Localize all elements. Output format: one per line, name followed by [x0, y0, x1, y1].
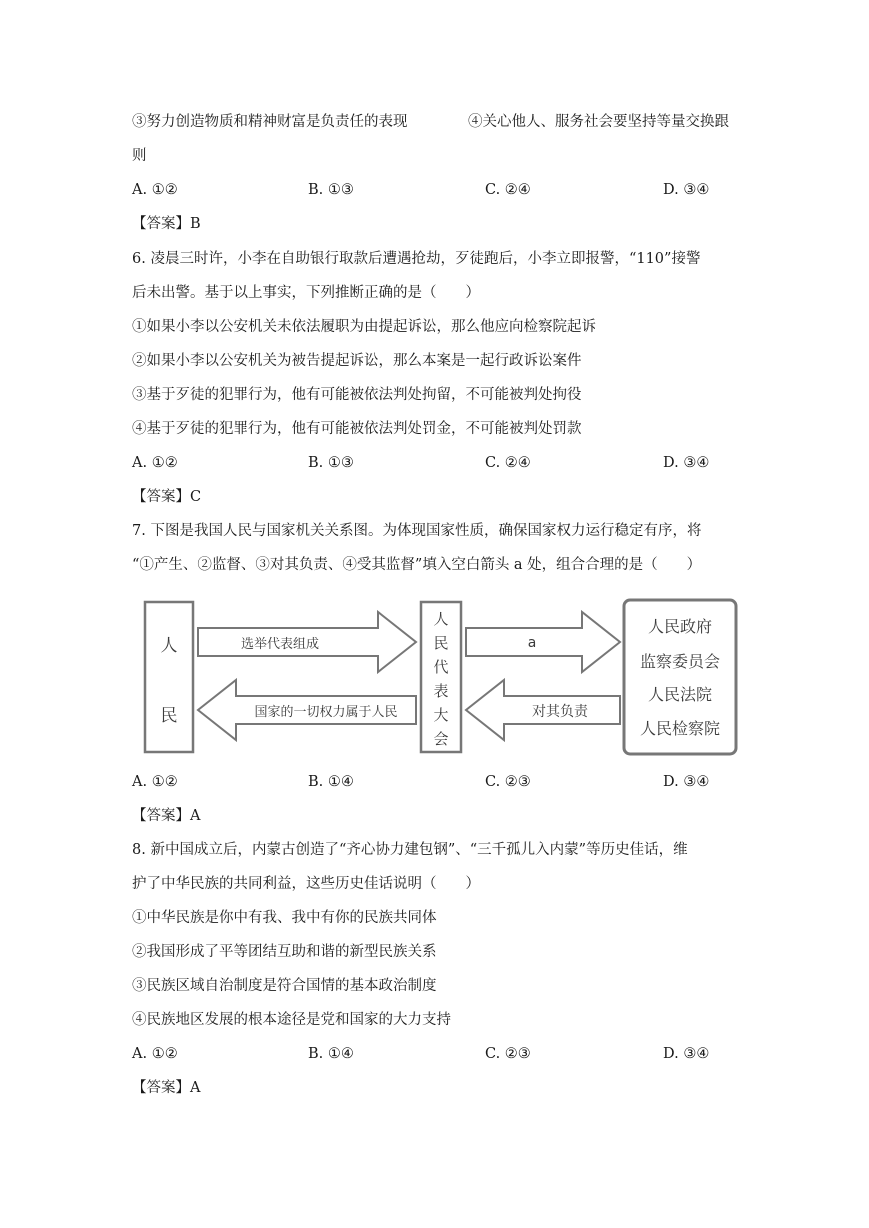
- q5-option-c: C. ②④: [485, 182, 531, 198]
- congress-label-char-4: 表: [433, 682, 449, 700]
- congress-label-char-6: 会: [433, 730, 449, 748]
- q6-option-d: D. ③④: [663, 455, 710, 471]
- congress-label-char-3: 代: [433, 658, 449, 676]
- q8-statement-1: ①中华民族是你中有我、我中有你的民族共同体: [132, 910, 437, 926]
- organ-procuratorate: 人民检察院: [639, 719, 721, 738]
- q6-statement-4: ④基于歹徒的犯罪行为，他有可能被依法判处罚金，不可能被判处罚款: [132, 421, 582, 437]
- q6-statement-2: ②如果小李以公安机关为被告提起诉讼，那么本案是一起行政诉讼案件: [132, 353, 582, 369]
- q6-statement-3: ③基于歹徒的犯罪行为，他有可能被依法判处拘留，不可能被判处拘役: [132, 387, 582, 403]
- q8-option-c: C. ②③: [485, 1046, 531, 1062]
- q6-option-b: B. ①③: [308, 455, 354, 471]
- q5-option-b: B. ①③: [308, 182, 354, 198]
- organ-supervision-commission: 监察委员会: [639, 652, 721, 671]
- q8-statement-2: ②我国形成了平等团结互助和谐的新型民族关系: [132, 944, 437, 960]
- q6-option-c: C. ②④: [485, 455, 531, 471]
- q7-answer: 【答案】A: [132, 808, 201, 824]
- arrow-a-label: a: [527, 635, 537, 651]
- q5-answer: 【答案】B: [132, 216, 201, 232]
- q8-option-d: D. ③④: [663, 1046, 710, 1062]
- q6-stem-line-1: 6. 凌晨三时许，小李在自助银行取款后遭遇抢劫，歹徒跑后，小李立即报警，“110”接警: [132, 251, 701, 267]
- people-box: [145, 602, 193, 752]
- q6-answer: 【答案】C: [132, 489, 202, 505]
- q8-option-a: A. ①②: [132, 1046, 178, 1062]
- q5-option-d: D. ③④: [663, 182, 710, 198]
- q5-statement-3: ③努力创造物质和精神财富是负责任的表现: [132, 114, 408, 130]
- arrow-elect-representatives-label: 选举代表组成: [240, 637, 320, 652]
- q7-option-a: A. ①②: [132, 774, 178, 790]
- q6-statement-1: ①如果小李以公安机关未依法履职为由提起诉讼，那么他应向检察院起诉: [132, 319, 596, 335]
- arrow-responsible-to-label: 对其负责: [532, 704, 588, 720]
- congress-label-char-5: 大: [433, 706, 449, 724]
- q5-statement-4: ④关心他人、服务社会要坚持等量交换跟: [468, 114, 729, 130]
- q8-option-b: B. ①④: [308, 1046, 354, 1062]
- arrow-a-blank: [466, 612, 620, 672]
- q6-option-a: A. ①②: [132, 455, 178, 471]
- q7-option-c: C. ②③: [485, 774, 531, 790]
- people-label-char-2: 民: [160, 706, 178, 726]
- q5-option-a: A. ①②: [132, 182, 178, 198]
- congress-label-char-2: 民: [433, 634, 449, 652]
- q8-statement-3: ③民族区域自治制度是符合国情的基本政治制度: [132, 978, 437, 994]
- organ-court: 人民法院: [647, 685, 713, 704]
- q8-answer: 【答案】A: [132, 1080, 201, 1096]
- congress-label-char-1: 人: [433, 610, 449, 628]
- q8-stem-line-1: 8. 新中国成立后，内蒙古创造了“齐心协力建包钢”、“三千孤儿入内蒙”等历史佳话，维: [132, 842, 688, 858]
- q8-statement-4: ④民族地区发展的根本途径是党和国家的大力支持: [132, 1012, 451, 1028]
- people-label-char-1: 人: [160, 636, 178, 656]
- q6-stem-line-2: 后未出警。基于以上事实，下列推断正确的是（ ）: [132, 285, 480, 301]
- q7-stem-line-1: 7. 下图是我国人民与国家机关关系图。为体现国家性质，确保国家权力运行稳定有序，将: [132, 523, 702, 539]
- q5-statement-4-continued: 则: [132, 148, 147, 164]
- arrow-power-belongs-to-people-label: 国家的一切权力属于人民: [254, 705, 398, 720]
- q7-option-b: B. ①④: [308, 774, 354, 790]
- q7-option-d: D. ③④: [663, 774, 710, 790]
- people-state-organs-diagram: [140, 596, 740, 756]
- q8-stem-line-2: 护了中华民族的共同利益，这些历史佳话说明（ ）: [132, 876, 480, 892]
- organ-government: 人民政府: [647, 617, 713, 636]
- q7-stem-line-2: “①产生、②监督、③对其负责、④受其监督”填入空白箭头 a 处，组合合理的是（ ）: [132, 557, 702, 573]
